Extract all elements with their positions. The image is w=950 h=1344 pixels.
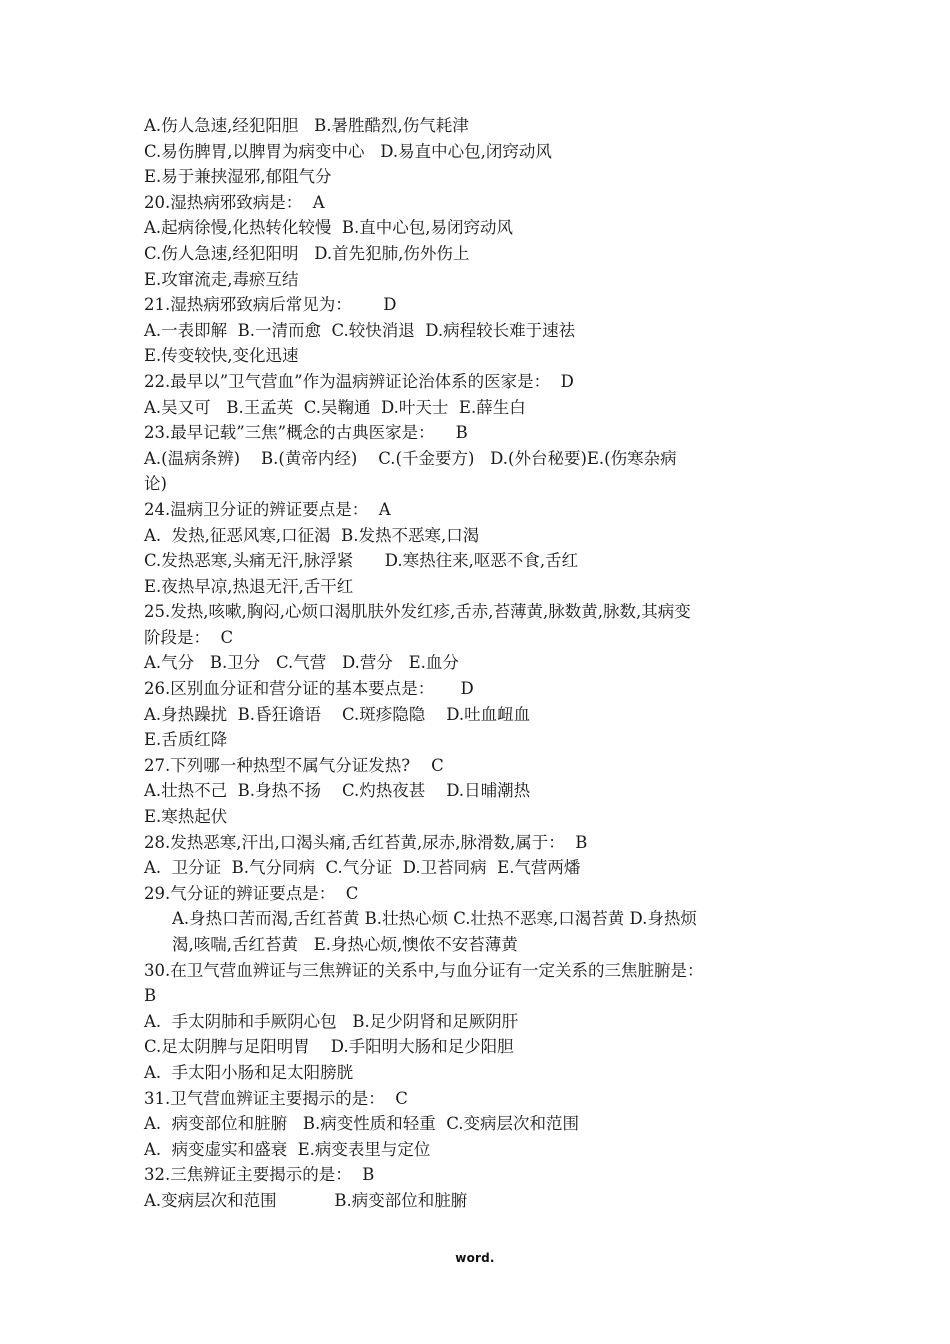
question-line: 20.湿热病邪致病是： A — [144, 192, 325, 212]
option-line: A. 病变部位和脏腑 B.病变性质和轻重 C.变病层次和范围 — [144, 1114, 580, 1134]
option-line: A.吴又可 B.王孟英 C.吴鞠通 D.叶天士 E.薛生白 — [144, 397, 526, 417]
question-line: 27.下列哪一种热型不属气分证发热? C — [144, 755, 444, 775]
option-line: A.身热口苦而渴,舌红苔黄 B.壮热心烦 C.壮热不恶寒,口渴苔黄 D.身热烦 — [172, 909, 697, 929]
question-line: 21.湿热病邪致病后常见为： D — [144, 295, 397, 315]
option-line: A. 卫分证 B.气分同病 C.气分证 D.卫苔同病 E.气营两燔 — [144, 858, 581, 878]
option-line: A. 病变虚实和盛衰 E.病变表里与定位 — [144, 1139, 431, 1159]
option-line: A.壮热不己 B.身热不扬 C.灼热夜甚 D.日晡潮热 — [144, 781, 531, 801]
option-line: C.足太阴脾与足阳明胃 D.手阳明大肠和足少阳胆 — [144, 1037, 514, 1057]
option-line: A. 手太阳小肠和足太阳膀胱 — [144, 1062, 354, 1082]
question-line: 28.发热恶寒,汗出,口渴头痛,舌红苔黄,尿赤,脉滑数,属于： B — [144, 832, 588, 852]
option-line: E.夜热早凉,热退无汗,舌干红 — [144, 576, 354, 596]
document-body — [144, 113, 824, 1214]
question-line: 30.在卫气营血辨证与三焦辨证的关系中,与血分证有一定关系的三焦脏腑是： — [144, 960, 704, 980]
option-line: C.伤人急速,经犯阳明 D.首先犯肺,伤外伤上 — [144, 243, 470, 263]
option-line: A. 发热,征恶风寒,口征渴 B.发热不恶寒,口渴 — [144, 525, 480, 545]
option-line: A.(温病条辨) B.(黄帝内经) C.(千金要方) D.(外台秘要)E.(伤寒杂病 — [144, 448, 677, 468]
question-line: 24.温病卫分证的辨证要点是： A — [144, 499, 391, 519]
option-line: E.易于兼挟湿邪,郁阻气分 — [144, 167, 332, 187]
option-line: 论) — [144, 474, 167, 494]
option-line: C.易伤脾胃,以脾胃为病变中心 D.易直中心包,闭窍动风 — [144, 141, 552, 161]
option-line: A.一表即解 B.一清而愈 C.较快消退 D.病程较长难于速祛 — [144, 320, 576, 340]
question-line: 29.气分证的辨证要点是： C — [144, 883, 359, 903]
question-line: 22.最早以”卫气营血”作为温病辨证论治体系的医家是： D — [144, 371, 574, 391]
option-line: A. 手太阴肺和手厥阴心包 B.足少阴肾和足厥阴肝 — [144, 1011, 519, 1031]
option-line: C.发热恶寒,头痛无汗,脉浮紧 D.寒热往来,呕恶不食,舌红 — [144, 551, 579, 571]
option-line: E.寒热起伏 — [144, 807, 228, 827]
option-line: E.攻窜流走,毒瘀互结 — [144, 269, 299, 289]
option-line: A.起病徐慢,化热转化较慢 B.直中心包,易闭窍动风 — [144, 218, 514, 238]
option-line: A.伤人急速,经犯阳胆 B.暑胜酷烈,伤气耗津 — [144, 116, 469, 135]
question-line: 25.发热,咳嗽,胸闷,心烦口渴肌肤外发红疹,舌赤,苔薄黄,脉数黄,脉数,其病变 — [144, 602, 691, 622]
question-line: 31.卫气营血辨证主要揭示的是： C — [144, 1088, 408, 1108]
answer-line: B — [144, 986, 157, 1006]
question-line: 32.三焦辨证主要揭示的是： B — [144, 1165, 375, 1185]
option-line: 渴,咳喘,舌红苔黄 E.身热心烦,懊侬不安苔薄黄 — [172, 935, 518, 954]
question-line: 阶段是： C — [144, 627, 234, 647]
option-line: E.传变较快,变化迅速 — [144, 346, 299, 366]
question-line: 26.区别血分证和营分证的基本要点是： D — [144, 679, 474, 699]
option-line: A.气分 B.卫分 C.气营 D.营分 E.血分 — [144, 653, 459, 673]
question-line: 23.最早记载”三焦”概念的古典医家是： B — [144, 423, 468, 443]
option-line: E.舌质红降 — [144, 730, 228, 750]
page-footer: word. — [455, 1251, 495, 1265]
option-line: A.变病层次和范围 B.病变部位和脏腑 — [144, 1190, 468, 1210]
option-line: A.身热躁扰 B.昏狂谵语 C.斑疹隐隐 D.吐血衄血 — [144, 704, 531, 724]
